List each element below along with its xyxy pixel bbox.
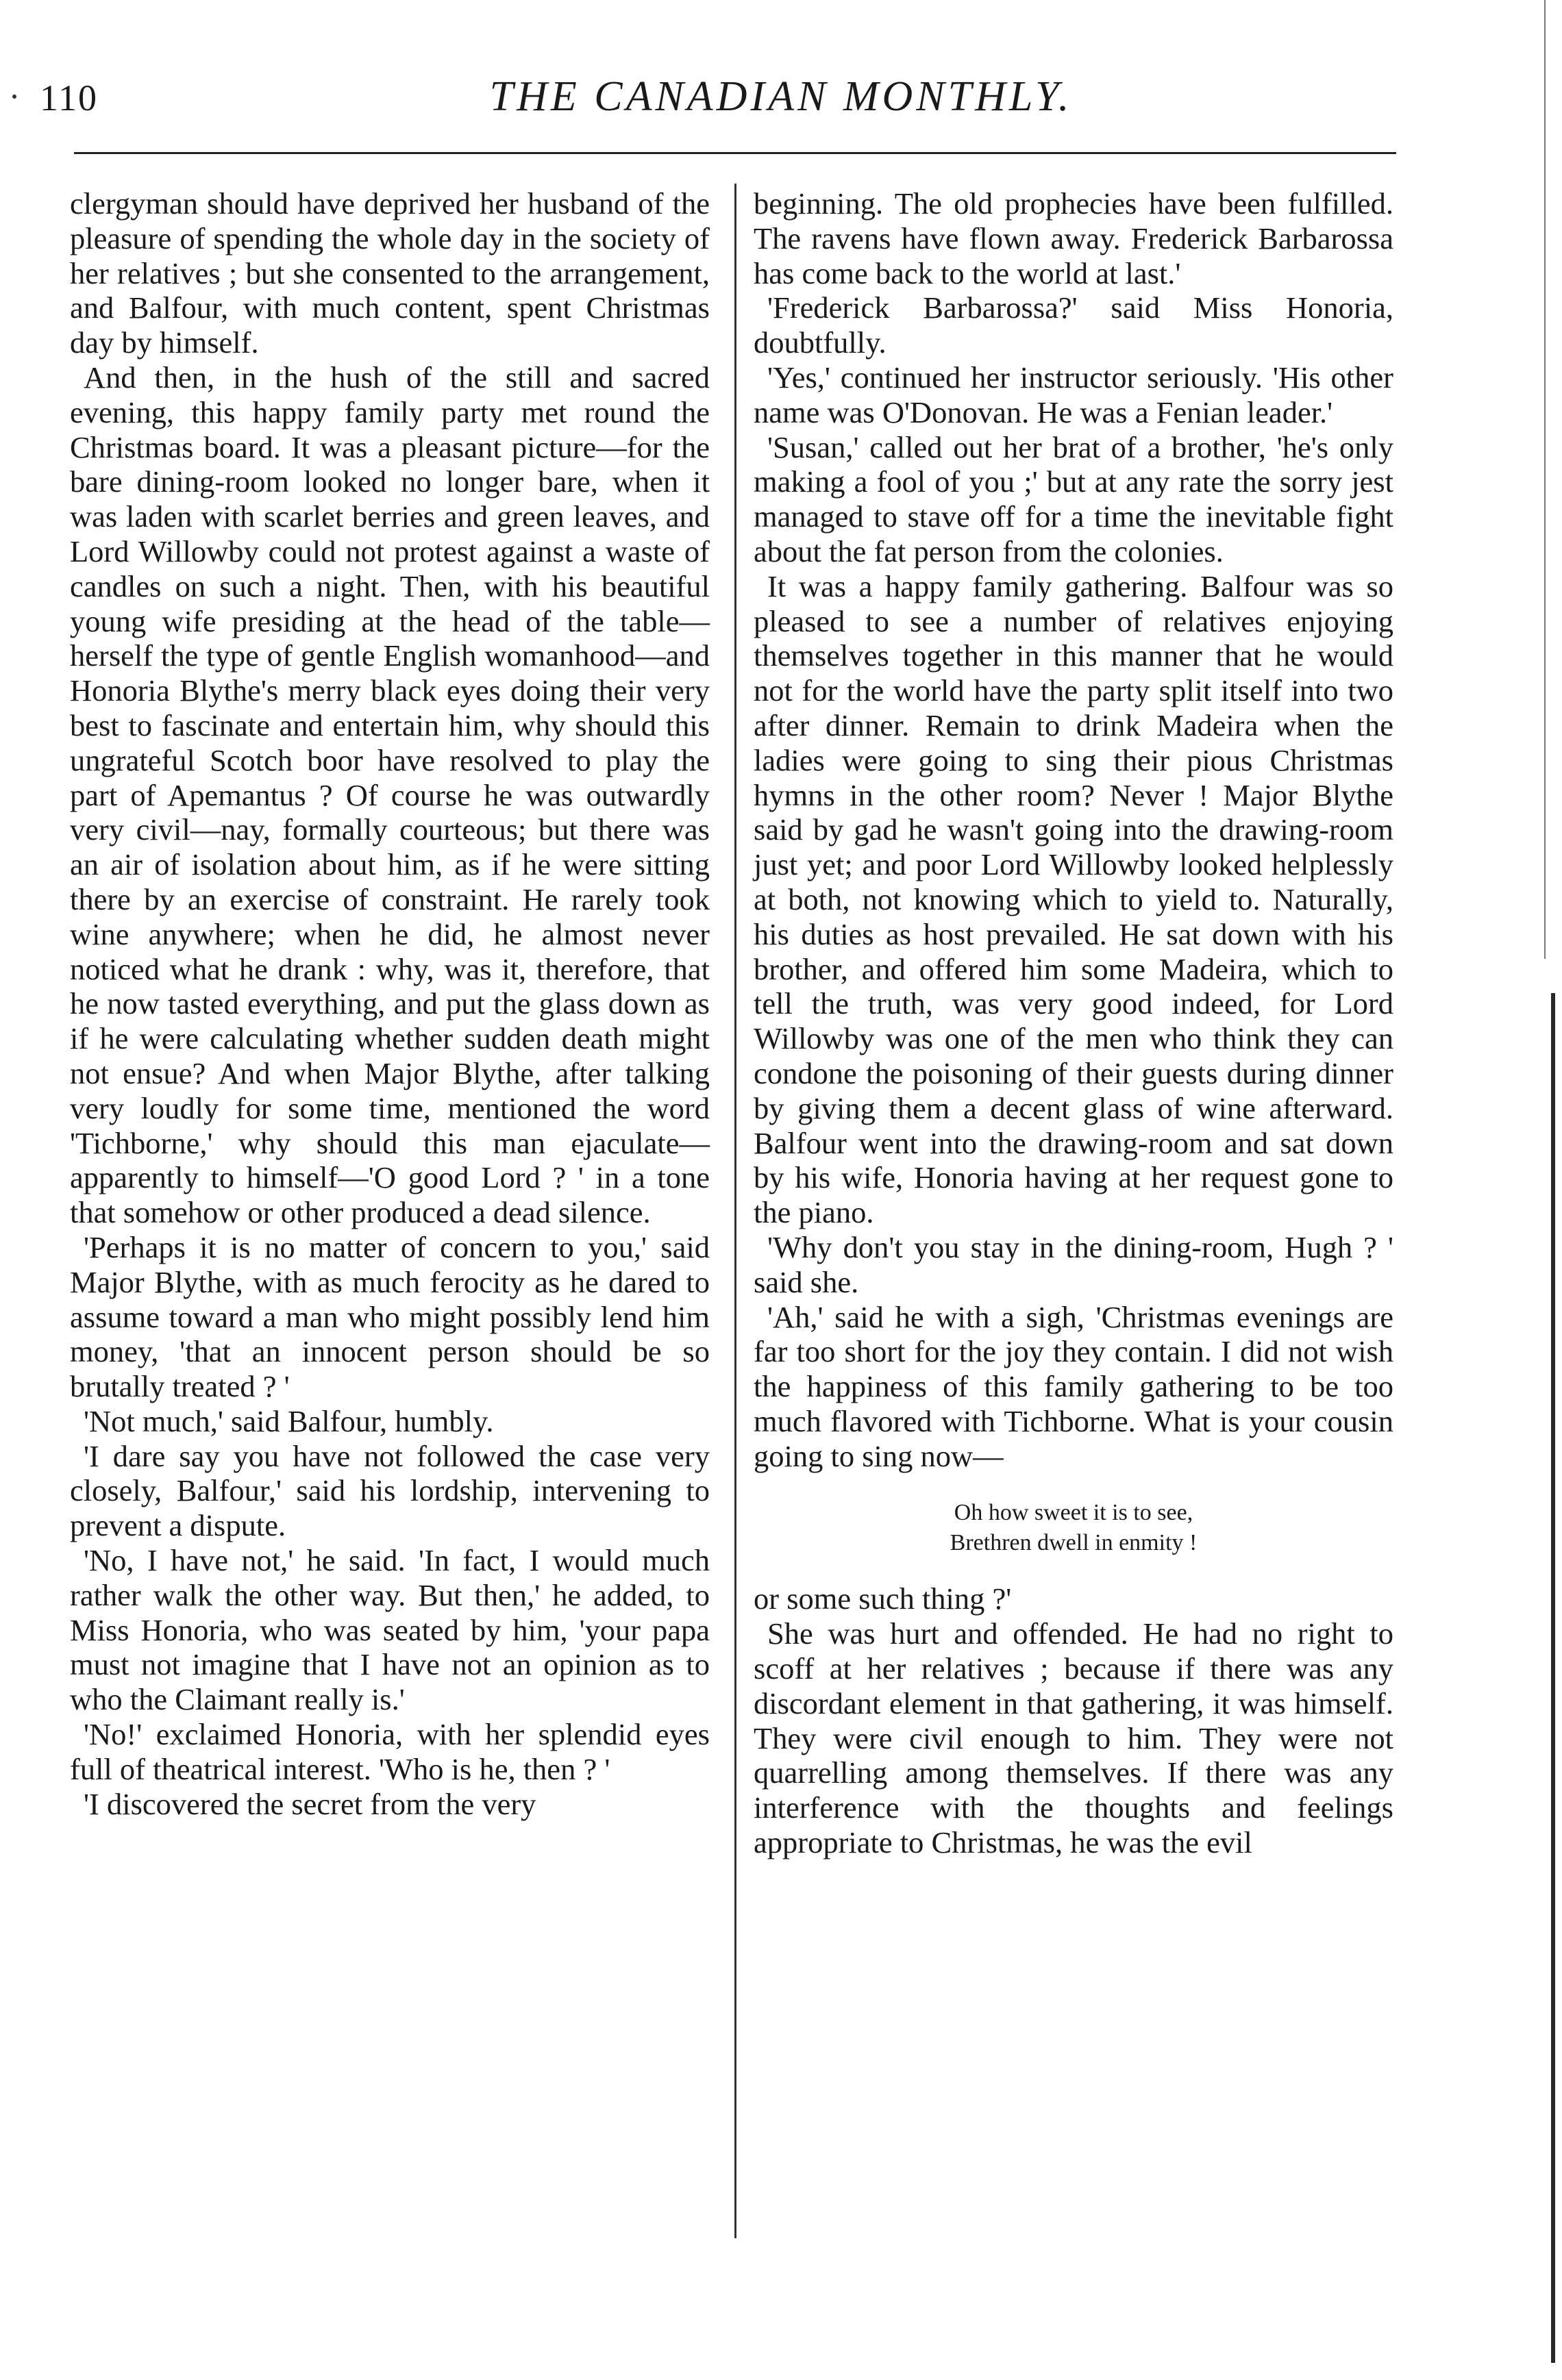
header-rule <box>74 152 1396 154</box>
right-paragraph: 'Susan,' called out her brat of a brother, 'he's only making a fool of you ;' but at any rate the sorry jest managed to stave off for a time the inevitable fight about the fat person from the colonies. <box>754 429 1393 568</box>
verse-quote <box>754 1498 1393 1558</box>
right-paragraph: 'Ah,' said he with a sigh, 'Christmas evenings are far too short for the joy they contain. I did not wish the happiness of this family gathering to be too much flavored with Tichborne. What is your cousin going to sing now— <box>754 1299 1393 1473</box>
verse-line: Brethren dwell in enmity ! <box>950 1530 1198 1556</box>
verse-line: Oh how sweet it is to see, <box>954 1500 1193 1526</box>
right-paragraph: 'Frederick Barbarossa?' said Miss Honoria, doubtfully. <box>754 290 1393 360</box>
right-paragraph: or some such thing ?' <box>754 1581 1012 1616</box>
left-paragraph: 'No, I have not,' he said. 'In fact, I would much rather walk the other way. But then,' he added, to Miss Honoria, who was seated by him, 'your papa must not imagine that I have not an opinion as to who the Claimant really is.' <box>70 1543 710 1717</box>
left-column <box>70 186 710 1821</box>
right-column <box>754 186 1393 1860</box>
page-number: 110 <box>40 77 98 118</box>
page-edge-shadow <box>1544 0 1546 959</box>
right-paragraph: beginning. The old prophecies have been fulfilled. The ravens have flown away. Frederick Barbarossa has come back to the world at last.' <box>754 186 1393 290</box>
running-head: THE CANADIAN MONTHLY. <box>489 73 1073 120</box>
column-divider <box>734 184 736 2238</box>
right-paragraph: 'Why don't you stay in the dining-room, Hugh ? ' said she. <box>754 1229 1393 1299</box>
left-paragraph: 'I discovered the secret from the very <box>84 1786 536 1821</box>
left-paragraph: clergyman should have deprived her husband of the pleasure of spending the whole day in the society of her relatives ; but she consented to the arrangement, and Balfour, with much content, spent Christmas day by himself. <box>70 186 710 360</box>
left-paragraph: 'Perhaps it is no matter of concern to you,' said Major Blythe, with as much ferocity as he dared to assume toward a man who might possibly lend him money, 'that an innocent person should be so brutally treated ? ' <box>70 1229 710 1404</box>
right-paragraph: She was hurt and offended. He had no right to scoff at her relatives ; because if there was any discordant element in that gathering, it was himself. They were civil enough to him. They were not quarrelling among themselves. If there was any interference with the thoughts and feelings appropriate to Christmas, he was the evil <box>754 1616 1393 1860</box>
left-paragraph: 'Not much,' said Balfour, humbly. <box>84 1403 494 1438</box>
left-paragraph: And then, in the hush of the still and sacred evening, this happy family party met round the Christmas board. It was a pleasant picture—for the bare dining-room looked no longer bare, when it was laden with scarlet berries and green leaves, and Lord Willowby could not protest against a waste of candles on such a night. Then, with his beautiful young wife presiding at the head of the table—herself the type of gentle English womanhood—and Honoria Blythe's merry black eyes doing their very best to fascinate and entertain him, why should this ungrateful Scotch boor have resolved to play the part of Apemantus ? Of course he was outwardly very civil—nay, formally courteous; but there was an air of isolation about him, as if he were sitting there by an exercise of constraint. He rarely took wine anywhere; when he did, he almost never noticed what he drank : why, was it, therefore, that he now tasted everything, and put the glass down as if he were calculating whether sudden death might not ensue? And when Major Blythe, after talking very loudly for some time, mentioned the word 'Tichborne,' why should this man ejaculate—apparently to himself—'O good Lord ? ' in a tone that somehow or other produced a dead silence. <box>70 360 710 1230</box>
right-paragraph: 'Yes,' continued her instructor seriously. 'His other name was O'Donovan. He was a Fenian leader.' <box>754 360 1393 429</box>
left-paragraph: 'No!' exclaimed Honoria, with her splendid eyes full of theatrical interest. 'Who is he, then ? ' <box>70 1717 710 1786</box>
page-edge-binding <box>1551 993 1555 2363</box>
right-paragraph: It was a happy family gathering. Balfour was so pleased to see a number of relatives enjoying themselves together in this manner that he would not for the world have the party split itself into two after dinner. Remain to drink Madeira when the ladies were going to sing their pious Christmas hymns in the other room? Never ! Major Blythe said by gad he wasn't going into the drawing-room just yet; and poor Lord Willowby looked helplessly at both, not knowing which to yield to. Naturally, his duties as host prevailed. He sat down with his brother, and offered him some Madeira, which to tell the truth, was very good indeed, for Lord Willowby was one of the men who think they can condone the poisoning of their guests during dinner by giving them a decent glass of wine afterward. Balfour went into the drawing-room and sat down by his wife, Honoria having at her request gone to the piano. <box>754 568 1393 1230</box>
left-paragraph: 'I dare say you have not followed the case very closely, Balfour,' said his lordship, intervening to prevent a dispute. <box>70 1438 710 1543</box>
